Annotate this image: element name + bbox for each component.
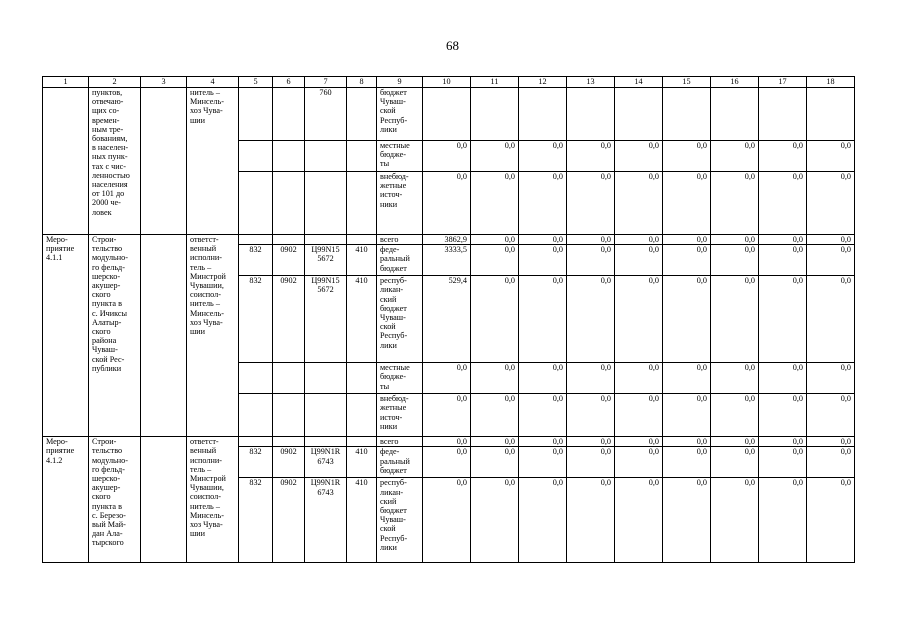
description-cell: Строи- тельство модульно- го фельд- шерско- акушер- ского пункта в с. Ичиксы Алатыр- ского района Чуваш- ской Рес- публики [89,235,141,437]
activity-cell: Меро- приятие 4.1.1 [43,235,89,437]
funding-source-cell: местные бюдже- ты [377,141,423,172]
value-cell: 0,0 [567,363,615,394]
column-number-cell: 2 [89,77,141,88]
column-number-cell: 3 [141,77,187,88]
value-cell: 0,0 [759,437,807,447]
value-cell: 0,0 [615,394,663,437]
value-cell: 0,0 [711,437,759,447]
funding-source-cell: бюджет Чуваш- ской Респуб- лики [377,88,423,141]
value-cell: 0,0 [471,394,519,437]
executor-cell: ответст- венный исполни- тель – Минстрой Чувашии, соиспол- нитель – Минсель- хоз Чува- шии [187,235,239,437]
target-code-cell: 760 [305,88,347,141]
funding-source-cell: всего [377,235,423,245]
value-cell: 529,4 [423,276,471,363]
column-number-cell: 1 [43,77,89,88]
value-cell: 0,0 [567,245,615,276]
target-code-cell [305,394,347,437]
target-code-cell: Ц99N1R 6743 [305,447,347,478]
funding-source-cell: респуб- ликан- ский бюджет Чуваш- ской Респуб- лики [377,478,423,563]
value-cell: 0,0 [519,245,567,276]
section-code-cell: 0902 [273,478,305,563]
funding-source-cell: феде- ральный бюджет [377,245,423,276]
value-cell: 0,0 [759,235,807,245]
value-cell [471,88,519,141]
expense-type-cell: 410 [347,245,377,276]
value-cell: 0,0 [615,141,663,172]
value-cell: 0,0 [663,172,711,235]
empty-cell [141,88,187,235]
column-number-cell: 6 [273,77,305,88]
description-cell: пунктов, отвечаю- щих со- времен- ным тре- бованиям, в населен- ных пунк- тах с чис- ленностью населения от 101 до 2000 че- ловек [89,88,141,235]
value-cell: 0,0 [519,235,567,245]
value-cell: 0,0 [519,363,567,394]
value-cell: 0,0 [663,447,711,478]
target-code-cell [305,235,347,245]
value-cell: 0,0 [615,276,663,363]
expense-type-cell: 410 [347,447,377,478]
target-code-cell [305,172,347,235]
value-cell: 0,0 [807,363,855,394]
section-code-cell: 0902 [273,245,305,276]
column-number-cell: 13 [567,77,615,88]
gr-code-cell [239,394,273,437]
value-cell: 0,0 [807,394,855,437]
value-cell: 0,0 [807,447,855,478]
column-number-cell: 9 [377,77,423,88]
target-code-cell: Ц99N1R 6743 [305,478,347,563]
gr-code-cell: 832 [239,276,273,363]
value-cell: 0,0 [567,437,615,447]
target-code-cell [305,437,347,447]
funding-source-cell: внебюд- жетные источ- ники [377,394,423,437]
section-code-cell [273,141,305,172]
column-number-cell: 15 [663,77,711,88]
gr-code-cell: 832 [239,478,273,563]
value-cell: 0,0 [423,172,471,235]
value-cell: 0,0 [567,235,615,245]
gr-code-cell [239,437,273,447]
value-cell: 0,0 [711,235,759,245]
expense-type-cell [347,363,377,394]
target-code-cell: Ц99N15 5672 [305,245,347,276]
expense-type-cell [347,235,377,245]
value-cell: 0,0 [663,478,711,563]
expense-type-cell [347,437,377,447]
value-cell: 0,0 [759,172,807,235]
value-cell: 0,0 [471,363,519,394]
column-number-cell: 7 [305,77,347,88]
value-cell: 0,0 [471,276,519,363]
value-cell: 0,0 [519,437,567,447]
column-number-cell: 18 [807,77,855,88]
value-cell: 0,0 [759,276,807,363]
value-cell: 0,0 [519,276,567,363]
value-cell [711,88,759,141]
activity-cell: Меро- приятие 4.1.2 [43,437,89,563]
value-cell: 0,0 [663,437,711,447]
value-cell: 0,0 [711,363,759,394]
value-cell [759,88,807,141]
funding-source-cell: феде- ральный бюджет [377,447,423,478]
section-code-cell [273,235,305,245]
value-cell: 0,0 [423,437,471,447]
value-cell: 0,0 [759,363,807,394]
column-number-cell: 16 [711,77,759,88]
value-cell: 0,0 [711,276,759,363]
value-cell: 0,0 [759,394,807,437]
value-cell: 0,0 [807,172,855,235]
value-cell: 0,0 [711,172,759,235]
value-cell: 0,0 [423,394,471,437]
value-cell: 0,0 [807,478,855,563]
gr-code-cell: 832 [239,245,273,276]
value-cell: 0,0 [615,235,663,245]
empty-cell [141,437,187,563]
value-cell: 0,0 [567,394,615,437]
target-code-cell [305,141,347,172]
value-cell: 0,0 [615,172,663,235]
value-cell: 0,0 [471,478,519,563]
value-cell: 0,0 [663,245,711,276]
column-number-cell: 12 [519,77,567,88]
value-cell: 0,0 [471,141,519,172]
value-cell: 3333,5 [423,245,471,276]
gr-code-cell [239,172,273,235]
value-cell: 3862,9 [423,235,471,245]
column-number-cell: 17 [759,77,807,88]
value-cell: 0,0 [567,141,615,172]
value-cell: 0,0 [423,447,471,478]
empty-cell [141,235,187,437]
value-cell: 0,0 [663,363,711,394]
column-number-cell: 11 [471,77,519,88]
expense-type-cell [347,88,377,141]
value-cell: 0,0 [663,235,711,245]
value-cell: 0,0 [807,235,855,245]
gr-code-cell [239,141,273,172]
value-cell: 0,0 [807,141,855,172]
value-cell: 0,0 [615,478,663,563]
section-code-cell: 0902 [273,276,305,363]
section-code-cell [273,88,305,141]
value-cell: 0,0 [615,245,663,276]
table-row [43,88,855,141]
value-cell: 0,0 [711,245,759,276]
column-number-cell: 8 [347,77,377,88]
funding-source-cell: местные бюдже- ты [377,363,423,394]
expense-type-cell [347,394,377,437]
expense-type-cell [347,141,377,172]
value-cell: 0,0 [759,478,807,563]
value-cell: 0,0 [471,235,519,245]
column-number-row [43,77,855,88]
value-cell [423,88,471,141]
value-cell: 0,0 [711,478,759,563]
value-cell [807,88,855,141]
expense-type-cell: 410 [347,276,377,363]
expense-type-cell: 410 [347,478,377,563]
executor-cell: ответст- венный исполни- тель – Минстрой Чувашии, соиспол- нитель – Минсель- хоз Чува- шии [187,437,239,563]
value-cell: 0,0 [567,172,615,235]
value-cell: 0,0 [663,141,711,172]
value-cell: 0,0 [807,245,855,276]
value-cell: 0,0 [471,245,519,276]
value-cell: 0,0 [423,141,471,172]
value-cell: 0,0 [567,276,615,363]
value-cell: 0,0 [759,141,807,172]
section-code-cell [273,363,305,394]
funding-source-cell: респуб- ликан- ский бюджет Чуваш- ской Респуб- лики [377,276,423,363]
value-cell: 0,0 [519,172,567,235]
section-code-cell [273,394,305,437]
value-cell: 0,0 [807,276,855,363]
gr-code-cell: 832 [239,447,273,478]
value-cell: 0,0 [423,478,471,563]
value-cell: 0,0 [615,363,663,394]
value-cell: 0,0 [807,437,855,447]
section-code-cell: 0902 [273,447,305,478]
value-cell: 0,0 [663,394,711,437]
column-number-cell: 4 [187,77,239,88]
column-number-cell: 10 [423,77,471,88]
value-cell: 0,0 [519,394,567,437]
funding-source-cell: всего [377,437,423,447]
gr-code-cell [239,363,273,394]
table-row [43,235,855,245]
value-cell: 0,0 [663,276,711,363]
value-cell [615,88,663,141]
expense-type-cell [347,172,377,235]
gr-code-cell [239,88,273,141]
description-cell: Строи- тельство модульно- го фельд- шерско- акушер- ского пункта в с. Березо- вый Май- дан Ала- тырского [89,437,141,563]
section-code-cell [273,172,305,235]
target-code-cell [305,363,347,394]
value-cell: 0,0 [471,172,519,235]
column-number-cell: 14 [615,77,663,88]
funding-source-cell: внебюд- жетные источ- ники [377,172,423,235]
value-cell: 0,0 [615,437,663,447]
target-code-cell: Ц99N15 5672 [305,276,347,363]
activity-cell [43,88,89,235]
value-cell: 0,0 [519,447,567,478]
value-cell: 0,0 [567,447,615,478]
value-cell: 0,0 [711,394,759,437]
value-cell: 0,0 [471,437,519,447]
value-cell: 0,0 [759,447,807,478]
value-cell: 0,0 [567,478,615,563]
page-number: 68 [446,38,459,53]
section-code-cell [273,437,305,447]
gr-code-cell [239,235,273,245]
value-cell: 0,0 [711,141,759,172]
value-cell: 0,0 [615,447,663,478]
budget-table [42,76,855,563]
executor-cell: нитель – Минсель- хоз Чува- шии [187,88,239,235]
value-cell [663,88,711,141]
value-cell [567,88,615,141]
value-cell: 0,0 [423,363,471,394]
column-number-cell: 5 [239,77,273,88]
value-cell: 0,0 [471,447,519,478]
value-cell: 0,0 [519,478,567,563]
value-cell: 0,0 [711,447,759,478]
value-cell: 0,0 [519,141,567,172]
value-cell [519,88,567,141]
table-row [43,437,855,447]
value-cell: 0,0 [759,245,807,276]
